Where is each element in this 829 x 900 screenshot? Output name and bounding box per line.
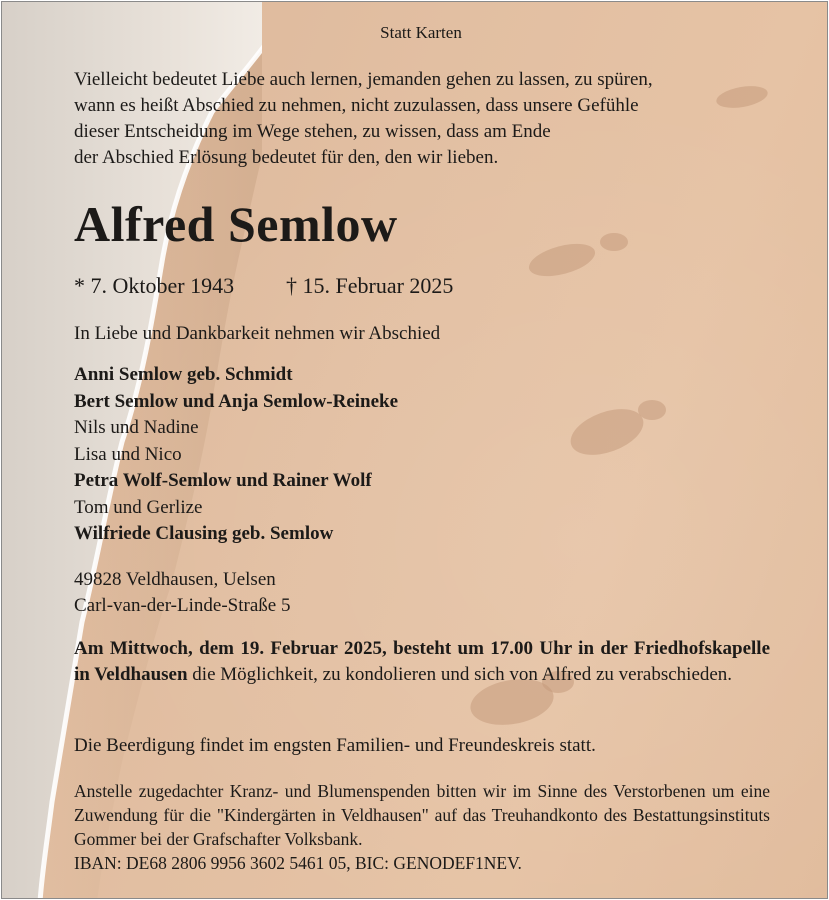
obituary-card xyxy=(1,1,828,899)
poem-line-4: der Abschied Erlösung bedeutet für den, den wir lieben. xyxy=(74,147,499,168)
death-date: † 15. Februar 2025 xyxy=(286,273,454,298)
deceased-name: Alfred Semlow xyxy=(74,196,398,252)
mourner-6: Tom und Gerlize xyxy=(74,497,203,518)
donation-info: Anstelle zugedachter Kranz- und Blumenspenden bitten wir im Sinne des Verstorbenen um eine Zuwendung für die "Kindergärten in Veldhausen" auf das Treuhandkonto des Bestattungsinstituts Gommer bei der Grafschafter Volksbank. xyxy=(74,781,770,849)
service-bold: Am Mittwoch, dem 19. Februar 2025, besteht um 17.00 Uhr in der Friedhofskapelle in Veldhausen xyxy=(74,638,770,685)
header: Statt Karten xyxy=(380,23,462,42)
address-city: 49828 Veldhausen, Uelsen xyxy=(74,569,276,590)
poem-line-1: Vielleicht bedeutet Liebe auch lernen, jemanden gehen zu lassen, zu spüren, xyxy=(74,69,653,90)
address-street: Carl-van-der-Linde-Straße 5 xyxy=(74,595,291,616)
farewell-line: In Liebe und Dankbarkeit nehmen wir Abschied xyxy=(74,323,441,344)
poem-line-3: dieser Entscheidung im Wege stehen, zu wissen, dass am Ende xyxy=(74,121,551,142)
mourner-1: Anni Semlow geb. Schmidt xyxy=(74,364,293,385)
service-info xyxy=(74,636,770,688)
mourner-5: Petra Wolf-Semlow und Rainer Wolf xyxy=(74,470,372,491)
bank-details: IBAN: DE68 2806 9956 3602 5461 05, BIC: GENODEF1NEV. xyxy=(74,853,522,873)
mourner-2: Bert Semlow und Anja Semlow-Reineke xyxy=(74,391,399,412)
poem-line-2: wann es heißt Abschied zu nehmen, nicht zuzulassen, dass unsere Gefühle xyxy=(74,95,639,116)
birth-date: * 7. Oktober 1943 xyxy=(74,273,235,298)
mourner-3: Nils und Nadine xyxy=(74,417,199,438)
service-rest: die Möglichkeit, zu kondolieren und sich von Alfred zu verabschieden. xyxy=(187,664,733,685)
burial-info: Die Beerdigung findet im engsten Familien- und Freundeskreis statt. xyxy=(74,735,596,756)
mourner-4: Lisa und Nico xyxy=(74,444,182,465)
mourner-7: Wilfriede Clausing geb. Semlow xyxy=(74,523,334,544)
